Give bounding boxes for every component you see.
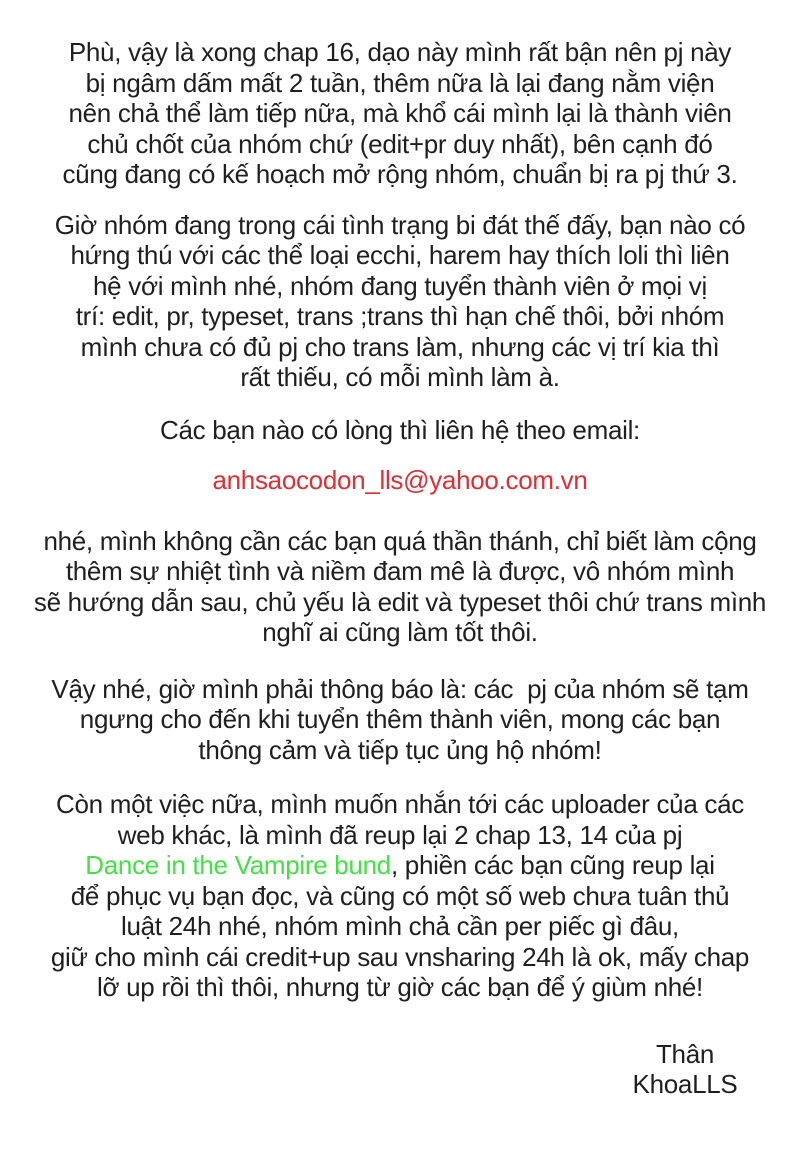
text-line: mình chưa có đủ pj cho trans làm, nhưng các vị trí kia thì [80,331,720,362]
text-line: web khác, là mình đã reup lại 2 chap 13, 14 của pj [117,819,683,850]
text-line: trí: edit, pr, typeset, trans ;trans thì hạn chế thôi, bởi nhóm [75,301,725,331]
text-line: nên chả thể làm tiếp nữa, mà khổ cái mình lại là thành viên [68,98,732,128]
text-line: lỡ up rồi thì thôi, nhưng từ giờ các bạn để ý giùm nhé! [97,972,703,1002]
text-line: Giờ nhóm đang trong cái tình trạng bi đát thế đấy, bạn nào có [54,209,746,240]
text-line: bị ngâm dấm mất 2 tuần, thêm nữa là lại đang nằm viện [85,67,715,98]
text-line: Còn một việc nữa, mình muốn nhắn tới các uploader của các [56,789,744,819]
text-line: nghĩ ai cũng làm tốt thôi. [262,617,538,647]
project-title-highlight: Dance in the Vampire bund [85,850,391,880]
text-line: thêm sự nhiệt tình và niềm đam mê là được, vô nhóm mình [65,556,735,586]
signature-block [580,1039,790,1100]
paragraph-announcement [0,674,800,766]
text-line: ngưng cho đến khi tuyển thêm thành viên, mong các bạn [79,704,721,734]
signature-closing: Thân [655,1038,715,1069]
text-line: sẽ hướng dẫn sau, chủ yếu là edit và typeset thôi chứ trans mình [33,586,767,617]
text-line: thông cảm và tiếp tục ủng hộ nhóm! [198,734,602,765]
text-line: cũng đang có kế hoạch mở rộng nhóm, chuẩn bị ra pj thứ 3. [62,159,738,189]
text-line: rất thiếu, có mỗi mình làm à. [240,362,560,392]
text-line: hứng thú với các thể loại ecchi, harem hay thích loli thì liên [70,240,730,270]
signature-author: KhoaLLS [632,1069,738,1099]
paragraph-email [0,465,800,496]
text-line: Các bạn nào có lòng thì liên hệ theo email: [160,414,640,445]
text-line: để phục vụ bạn đọc, và cũng có một số web chưa tuân thủ [70,880,730,911]
paragraph-intro [0,37,800,190]
paragraph-recruitment [0,210,800,393]
text-line: nhé, mình không cần các bạn quá thần thánh, chỉ biết làm cộng [43,525,757,556]
text-line [0,850,800,881]
text-line: luật 24h nhé, nhóm mình chả cần per piếc gì đâu, [121,911,679,941]
text-line: Phù, vậy là xong chap 16, dạo này mình rất bận nên pj này [68,37,732,67]
paragraph-uploaders [0,789,800,1003]
text-line: giữ cho mình cái credit+up sau vnsharing 24h là ok, mấy chap [50,941,750,972]
text-line: chủ chốt của nhóm chứ (edit+pr duy nhất), bên cạnh đó [87,128,713,159]
paragraph-requirements [0,526,800,648]
text-segment: , phiền các bạn cũng reup lại [390,850,715,880]
email-address: anhsaocodon_lls@yahoo.com.vn [212,465,588,495]
text-line: hệ với mình nhé, nhóm đang tuyển thành viên ở mọi vị [93,270,707,301]
paragraph-contact-intro [0,415,800,446]
text-line: Vậy nhé, giờ mình phải thông báo là: các pj của nhóm sẽ tạm [51,673,749,704]
note-body [0,37,800,1003]
